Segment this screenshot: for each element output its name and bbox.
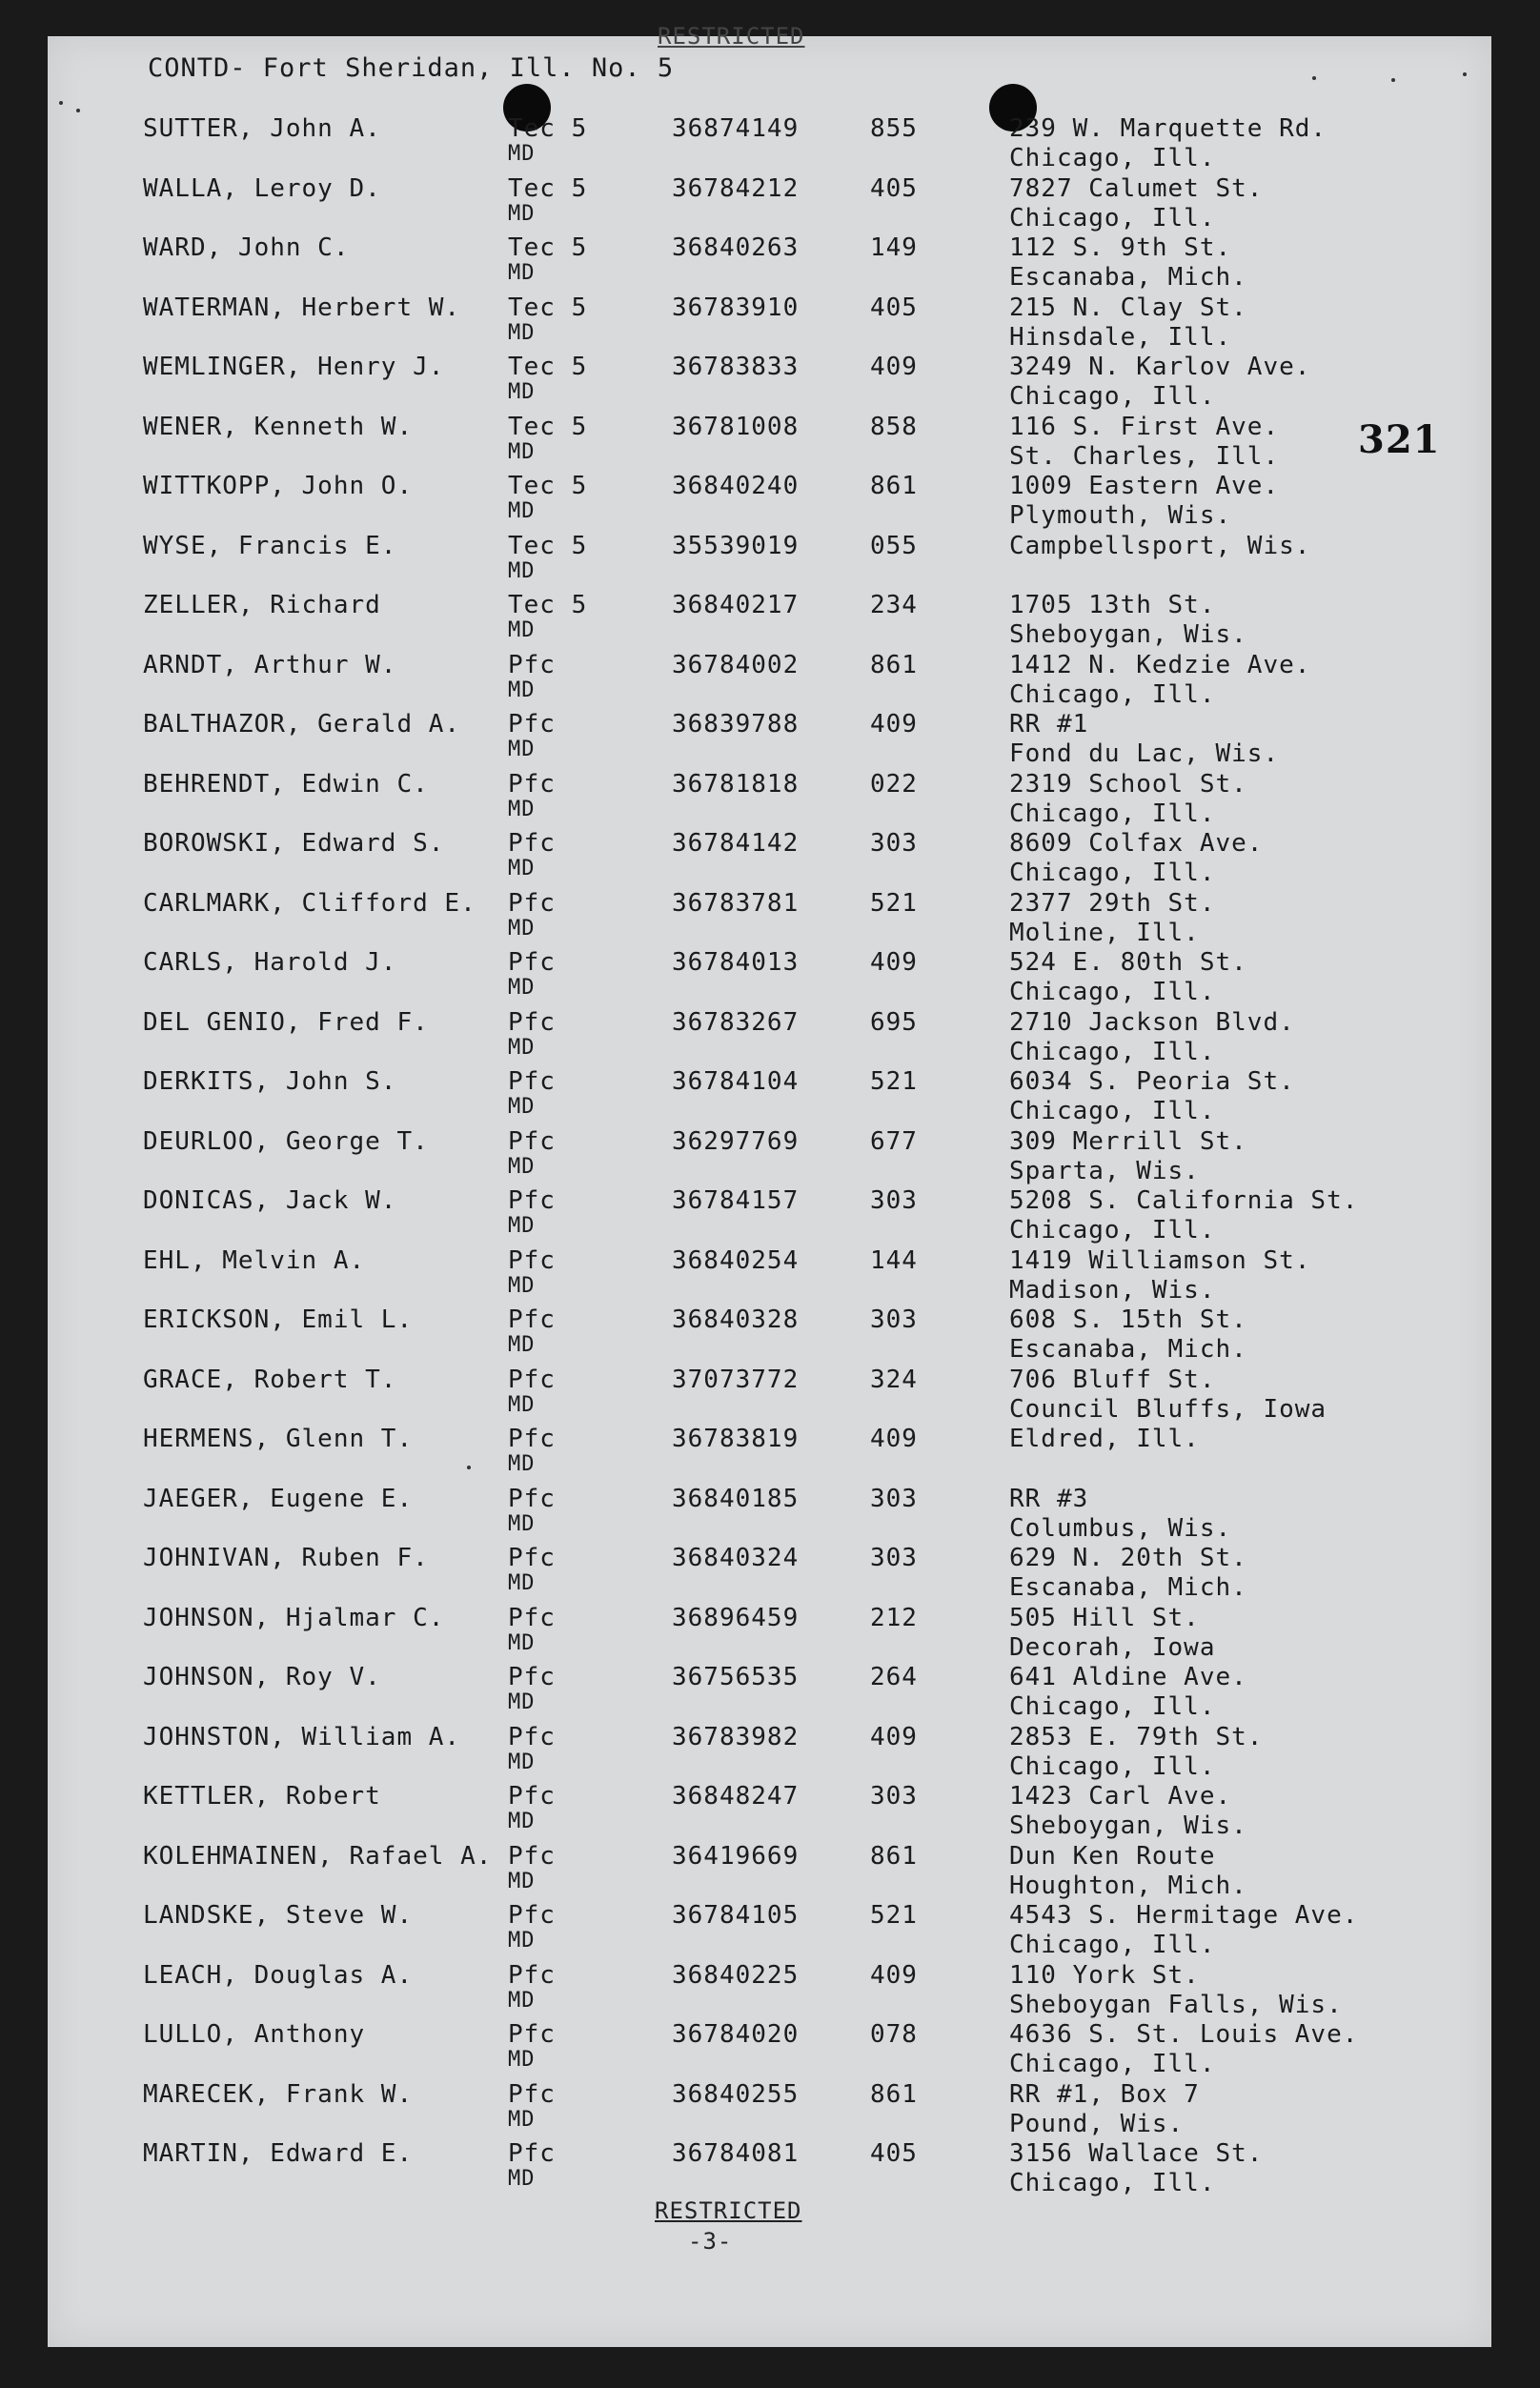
address-line-2: Sheboygan Falls, Wis. [1009, 1990, 1343, 2019]
specialty-code: 405 [870, 2139, 918, 2168]
address-line-2: Sheboygan, Wis. [1009, 620, 1247, 649]
address-line-2: Chicago, Ill. [1009, 1216, 1216, 1245]
address-line-2: Hinsdale, Ill. [1009, 322, 1232, 352]
rank: Pfc [508, 1782, 556, 1811]
address-line-1: 1009 Eastern Ave. [1009, 472, 1280, 500]
specialty-code: 521 [870, 1901, 918, 1930]
roster-row [48, 2071, 1491, 2138]
serial-number: 36840217 [672, 591, 800, 619]
address-line-1: 6034 S. Peoria St. [1009, 1067, 1295, 1096]
address-line-2: Chicago, Ill. [1009, 144, 1216, 172]
address-line-2: St. Charles, Ill. [1009, 441, 1280, 471]
roster-row [48, 224, 1491, 292]
specialty-code: 264 [870, 1663, 918, 1691]
roster-row [48, 1892, 1491, 1959]
roster-row [48, 1118, 1491, 1185]
branch-code: MD [508, 1273, 536, 1298]
address-line-1: Dun Ken Route [1009, 1841, 1216, 1871]
soldier-name: WATERMAN, Herbert W. [143, 293, 461, 322]
address-line-2: Chicago, Ill. [1009, 1097, 1216, 1125]
rank: Pfc [508, 829, 556, 858]
specialty-code: 324 [870, 1365, 918, 1394]
specialty-code: 212 [870, 1603, 918, 1632]
rank: Tec 5 [508, 412, 588, 441]
specialty-code: 078 [870, 2020, 918, 2049]
address-line-2: Chicago, Ill. [1009, 2050, 1216, 2078]
specialty-code: 022 [870, 769, 918, 799]
branch-code: MD [508, 499, 536, 523]
serial-number: 36840240 [672, 472, 800, 500]
serial-number: 36781818 [672, 769, 800, 799]
rank: Pfc [508, 1186, 556, 1215]
serial-number: 36896459 [672, 1603, 800, 1632]
address-line-1: 5208 S. California St. [1009, 1186, 1359, 1215]
roster-row [48, 581, 1491, 649]
serial-number: 36840324 [672, 1544, 800, 1572]
serial-number: 36840263 [672, 233, 800, 262]
branch-code: MD [508, 1810, 536, 1833]
address-line-2: Sheboygan, Wis. [1009, 1811, 1247, 1840]
serial-number: 36840328 [672, 1305, 800, 1334]
address-line-2: Chicago, Ill. [1009, 1037, 1216, 1066]
address-line-2: Chicago, Ill. [1009, 1931, 1216, 1959]
specialty-code: 409 [870, 1722, 918, 1751]
soldier-name: MARTIN, Edward E. [143, 2139, 414, 2168]
soldier-name: DERKITS, John S. [143, 1067, 397, 1096]
address-line-1: 116 S. First Ave. [1009, 412, 1280, 441]
rank: Pfc [508, 2020, 556, 2049]
specialty-code: 861 [870, 472, 918, 500]
roster-row [48, 2130, 1491, 2197]
branch-code: MD [508, 1630, 536, 1655]
document-page [48, 23, 1491, 2347]
serial-number: 36784104 [672, 1067, 800, 1096]
roster-row [48, 1653, 1491, 1721]
rank: Tec 5 [508, 353, 588, 381]
serial-number: 36784142 [672, 829, 800, 858]
rank: Pfc [508, 1484, 556, 1513]
paper-speck [1312, 76, 1316, 80]
specialty-code: 409 [870, 948, 918, 977]
address-line-2: Plymouth, Wis. [1009, 501, 1232, 530]
branch-code: MD [508, 1095, 536, 1119]
address-line-1: 7827 Calumet St. [1009, 173, 1264, 203]
rank: Tec 5 [508, 233, 588, 262]
soldier-name: BALTHAZOR, Gerald A. [143, 710, 461, 739]
soldier-name: LULLO, Anthony [143, 2020, 366, 2049]
address-line-2: Chicago, Ill. [1009, 978, 1216, 1006]
serial-number: 36840255 [672, 2079, 800, 2109]
address-line-1: 706 Bluff St. [1009, 1365, 1216, 1394]
branch-code: MD [508, 558, 536, 583]
roster-row [48, 760, 1491, 828]
specialty-code: 677 [870, 1126, 918, 1156]
roster-row [48, 1713, 1491, 1781]
address-line-2: Columbus, Wis. [1009, 1513, 1232, 1543]
address-line-1: 629 N. 20th St. [1009, 1544, 1247, 1572]
rank: Pfc [508, 1126, 556, 1156]
branch-code: MD [508, 1929, 536, 1953]
paper-speck [1391, 78, 1395, 82]
branch-code: MD [508, 201, 536, 226]
soldier-name: SUTTER, John A. [143, 114, 381, 143]
rank: Pfc [508, 1544, 556, 1572]
address-line-1: 1423 Carl Ave. [1009, 1782, 1232, 1811]
address-line-1: 4543 S. Hermitage Ave. [1009, 1901, 1359, 1930]
specialty-code: 405 [870, 293, 918, 322]
roster-row [48, 939, 1491, 1006]
branch-code: MD [508, 1988, 536, 2013]
address-line-2: Council Bluffs, Iowa [1009, 1394, 1327, 1424]
serial-number: 36419669 [672, 1841, 800, 1871]
soldier-name: BEHRENDT, Edwin C. [143, 769, 429, 799]
serial-number: 36297769 [672, 1126, 800, 1156]
serial-number: 36840185 [672, 1484, 800, 1513]
rank: Pfc [508, 650, 556, 679]
serial-number: 36784002 [672, 650, 800, 679]
branch-code: MD [508, 916, 536, 941]
serial-number: 36874149 [672, 114, 800, 143]
address-line-1: Eldred, Ill. [1009, 1425, 1200, 1453]
address-line-2: Chicago, Ill. [1009, 1751, 1216, 1781]
branch-code: MD [508, 1511, 536, 1536]
branch-code: MD [508, 1035, 536, 1060]
soldier-name: ERICKSON, Emil L. [143, 1305, 414, 1334]
soldier-name: JOHNSTON, William A. [143, 1722, 461, 1751]
address-line-2: Escanaba, Mich. [1009, 1335, 1247, 1364]
address-line-1: 608 S. 15th St. [1009, 1305, 1247, 1334]
specialty-code: 303 [870, 1544, 918, 1572]
soldier-name: KOLEHMAINEN, Rafael A. [143, 1841, 493, 1871]
soldier-name: EHL, Melvin A. [143, 1245, 366, 1275]
specialty-code: 409 [870, 1960, 918, 1990]
address-line-1: 3249 N. Karlov Ave. [1009, 353, 1311, 381]
rank: Pfc [508, 769, 556, 799]
rank: Pfc [508, 1603, 556, 1632]
address-line-1: 215 N. Clay St. [1009, 293, 1247, 322]
serial-number: 36756535 [672, 1663, 800, 1691]
address-line-2: Fond du Lac, Wis. [1009, 739, 1280, 768]
address-line-2: Chicago, Ill. [1009, 2169, 1216, 2197]
serial-number: 36839788 [672, 710, 800, 739]
rank: Pfc [508, 1901, 556, 1930]
roster-row [48, 1415, 1491, 1475]
specialty-code: 303 [870, 1782, 918, 1811]
serial-number: 36784020 [672, 2020, 800, 2049]
roster-row [48, 641, 1491, 709]
soldier-name: WITTKOPP, John O. [143, 472, 414, 500]
branch-code: MD [508, 2107, 536, 2132]
address-line-1: 3156 Wallace St. [1009, 2139, 1264, 2168]
address-line-1: 2710 Jackson Blvd. [1009, 1007, 1295, 1037]
rank: Tec 5 [508, 472, 588, 500]
branch-code: MD [508, 1392, 536, 1417]
address-line-2: Chicago, Ill. [1009, 799, 1216, 828]
branch-code: MD [508, 439, 536, 464]
branch-code: MD [508, 1154, 536, 1179]
branch-code: MD [508, 797, 536, 821]
roster-row [48, 522, 1491, 582]
soldier-name: JOHNIVAN, Ruben F. [143, 1544, 429, 1572]
specialty-code: 303 [870, 1484, 918, 1513]
soldier-name: WARD, John C. [143, 233, 350, 262]
roster-row [48, 284, 1491, 352]
serial-number: 36840254 [672, 1245, 800, 1275]
specialty-code: 234 [870, 591, 918, 619]
soldier-name: CARLMARK, Clifford E. [143, 888, 476, 918]
roster-row [48, 700, 1491, 768]
roster-row [48, 820, 1491, 887]
serial-number: 36784081 [672, 2139, 800, 2168]
soldier-name: WENER, Kenneth W. [143, 412, 414, 441]
soldier-name: JAEGER, Eugene E. [143, 1484, 414, 1513]
branch-code: MD [508, 2167, 536, 2191]
address-line-1: 505 Hill St. [1009, 1603, 1200, 1632]
branch-code: MD [508, 380, 536, 404]
specialty-code: 861 [870, 1841, 918, 1871]
soldier-name: BOROWSKI, Edward S. [143, 829, 445, 858]
branch-code: MD [508, 261, 536, 285]
specialty-code: 149 [870, 233, 918, 262]
soldier-name: MARECEK, Frank W. [143, 2079, 414, 2109]
address-line-2: Decorah, Iowa [1009, 1632, 1216, 1662]
address-line-2: Chicago, Ill. [1009, 679, 1216, 709]
address-line-2: Chicago, Ill. [1009, 1692, 1216, 1721]
address-line-1: 239 W. Marquette Rd. [1009, 114, 1327, 143]
roster-row [48, 343, 1491, 411]
top-restricted-marking: RESTRICTED [658, 23, 805, 50]
specialty-code: 409 [870, 353, 918, 381]
serial-number: 36784212 [672, 173, 800, 203]
address-line-1: 2853 E. 79th St. [1009, 1722, 1264, 1751]
roster-row [48, 462, 1491, 530]
soldier-name: DONICAS, Jack W. [143, 1186, 397, 1215]
specialty-code: 303 [870, 1186, 918, 1215]
rank: Pfc [508, 1960, 556, 1990]
serial-number: 36783833 [672, 353, 800, 381]
serial-number: 36783982 [672, 1722, 800, 1751]
address-line-1: RR #3 [1009, 1484, 1089, 1513]
address-line-1: 524 E. 80th St. [1009, 948, 1247, 977]
roster-row [48, 1237, 1491, 1305]
serial-number: 37073772 [672, 1365, 800, 1394]
specialty-code: 409 [870, 1425, 918, 1453]
roster-row [48, 165, 1491, 233]
serial-number: 36783819 [672, 1425, 800, 1453]
footer-page-number: -3- [688, 2228, 733, 2255]
address-line-2: Chicago, Ill. [1009, 203, 1216, 233]
rank: Pfc [508, 1007, 556, 1037]
branch-code: MD [508, 1214, 536, 1238]
rank: Pfc [508, 2139, 556, 2168]
address-line-1: 2319 School St. [1009, 769, 1247, 799]
rank: Pfc [508, 1245, 556, 1275]
specialty-code: 055 [870, 531, 918, 560]
roster-row [48, 1952, 1491, 2019]
rank: Pfc [508, 710, 556, 739]
address-line-1: 4636 S. St. Louis Ave. [1009, 2020, 1359, 2049]
branch-code: MD [508, 1571, 536, 1595]
page-stamp-number: 321 [1358, 417, 1441, 462]
rank: Pfc [508, 1365, 556, 1394]
serial-number: 36848247 [672, 1782, 800, 1811]
soldier-name: WYSE, Francis E. [143, 531, 397, 560]
roster-row [48, 1475, 1491, 1543]
soldier-name: JOHNSON, Roy V. [143, 1663, 381, 1691]
branch-code: MD [508, 678, 536, 702]
branch-code: MD [508, 142, 536, 166]
address-line-1: 8609 Colfax Ave. [1009, 829, 1264, 858]
footer-restricted-marking: RESTRICTED [655, 2197, 802, 2224]
address-line-2: Sparta, Wis. [1009, 1156, 1200, 1185]
specialty-code: 405 [870, 173, 918, 203]
address-line-2: Moline, Ill. [1009, 918, 1200, 947]
document-header: CONTD- Fort Sheridan, Ill. No. 5 [148, 53, 675, 83]
serial-number: 36840225 [672, 1960, 800, 1990]
roster-list [48, 105, 1491, 2197]
branch-code: MD [508, 976, 536, 1000]
branch-code: MD [508, 2048, 536, 2072]
address-line-1: 641 Aldine Ave. [1009, 1663, 1247, 1691]
address-line-1: 1412 N. Kedzie Ave. [1009, 650, 1311, 679]
address-line-1: RR #1, Box 7 [1009, 2079, 1200, 2109]
soldier-name: WALLA, Leroy D. [143, 173, 381, 203]
branch-code: MD [508, 618, 536, 642]
branch-code: MD [508, 1690, 536, 1714]
specialty-code: 695 [870, 1007, 918, 1037]
branch-code: MD [508, 738, 536, 761]
serial-number: 36783267 [672, 1007, 800, 1037]
soldier-name: KETTLER, Robert [143, 1782, 381, 1811]
specialty-code: 858 [870, 412, 918, 441]
serial-number: 35539019 [672, 531, 800, 560]
specialty-code: 521 [870, 888, 918, 918]
roster-row [48, 880, 1491, 947]
specialty-code: 409 [870, 710, 918, 739]
address-line-1: 2377 29th St. [1009, 888, 1216, 918]
serial-number: 36784013 [672, 948, 800, 977]
soldier-name: HERMENS, Glenn T. [143, 1425, 414, 1453]
roster-row [48, 999, 1491, 1066]
address-line-1: RR #1 [1009, 710, 1089, 739]
roster-row [48, 1832, 1491, 1900]
roster-row [48, 1296, 1491, 1364]
branch-code: MD [508, 857, 536, 880]
address-line-1: 1419 Williamson St. [1009, 1245, 1311, 1275]
rank: Pfc [508, 1425, 556, 1453]
serial-number: 36783910 [672, 293, 800, 322]
serial-number: 36783781 [672, 888, 800, 918]
soldier-name: LEACH, Douglas A. [143, 1960, 414, 1990]
specialty-code: 855 [870, 114, 918, 143]
rank: Tec 5 [508, 173, 588, 203]
soldier-name: GRACE, Robert T. [143, 1365, 397, 1394]
roster-row [48, 1534, 1491, 1602]
rank: Tec 5 [508, 293, 588, 322]
address-line-2: Escanaba, Mich. [1009, 1573, 1247, 1602]
specialty-code: 861 [870, 650, 918, 679]
roster-row [48, 1356, 1491, 1424]
branch-code: MD [508, 1750, 536, 1774]
rank: Pfc [508, 948, 556, 977]
soldier-name: ARNDT, Arthur W. [143, 650, 397, 679]
paper-speck [1463, 72, 1467, 76]
address-line-2: Chicago, Ill. [1009, 382, 1216, 411]
branch-code: MD [508, 1333, 536, 1357]
address-line-2: Houghton, Mich. [1009, 1871, 1247, 1900]
rank: Pfc [508, 888, 556, 918]
specialty-code: 303 [870, 829, 918, 858]
soldier-name: LANDSKE, Steve W. [143, 1901, 414, 1930]
address-line-2: Escanaba, Mich. [1009, 263, 1247, 292]
serial-number: 36784105 [672, 1901, 800, 1930]
soldier-name: JOHNSON, Hjalmar C. [143, 1603, 445, 1632]
branch-code: MD [508, 1869, 536, 1893]
specialty-code: 861 [870, 2079, 918, 2109]
rank: Tec 5 [508, 114, 588, 143]
roster-row [48, 105, 1491, 172]
rank: Pfc [508, 1663, 556, 1691]
rank: Pfc [508, 1841, 556, 1871]
rank: Pfc [508, 1305, 556, 1334]
specialty-code: 521 [870, 1067, 918, 1096]
rank: Tec 5 [508, 531, 588, 560]
branch-code: MD [508, 320, 536, 345]
soldier-name: ZELLER, Richard [143, 591, 381, 619]
soldier-name: CARLS, Harold J. [143, 948, 397, 977]
roster-row [48, 1058, 1491, 1125]
address-line-1: 110 York St. [1009, 1960, 1200, 1990]
branch-code: MD [508, 1452, 536, 1476]
address-line-1: 1705 13th St. [1009, 591, 1216, 619]
serial-number: 36784157 [672, 1186, 800, 1215]
roster-row [48, 2011, 1491, 2078]
rank: Pfc [508, 2079, 556, 2109]
address-line-1: Campbellsport, Wis. [1009, 531, 1311, 560]
rank: Tec 5 [508, 591, 588, 619]
serial-number: 36781008 [672, 412, 800, 441]
address-line-1: 309 Merrill St. [1009, 1126, 1247, 1156]
specialty-code: 144 [870, 1245, 918, 1275]
soldier-name: DEL GENIO, Fred F. [143, 1007, 429, 1037]
address-line-1: 112 S. 9th St. [1009, 233, 1232, 262]
address-line-2: Pound, Wis. [1009, 2109, 1185, 2138]
roster-row [48, 1594, 1491, 1662]
roster-row [48, 403, 1491, 471]
address-line-2: Madison, Wis. [1009, 1275, 1216, 1305]
roster-row [48, 1772, 1491, 1840]
soldier-name: WEMLINGER, Henry J. [143, 353, 445, 381]
rank: Pfc [508, 1722, 556, 1751]
soldier-name: DEURLOO, George T. [143, 1126, 429, 1156]
specialty-code: 303 [870, 1305, 918, 1334]
roster-row [48, 1177, 1491, 1245]
address-line-2: Chicago, Ill. [1009, 859, 1216, 887]
rank: Pfc [508, 1067, 556, 1096]
